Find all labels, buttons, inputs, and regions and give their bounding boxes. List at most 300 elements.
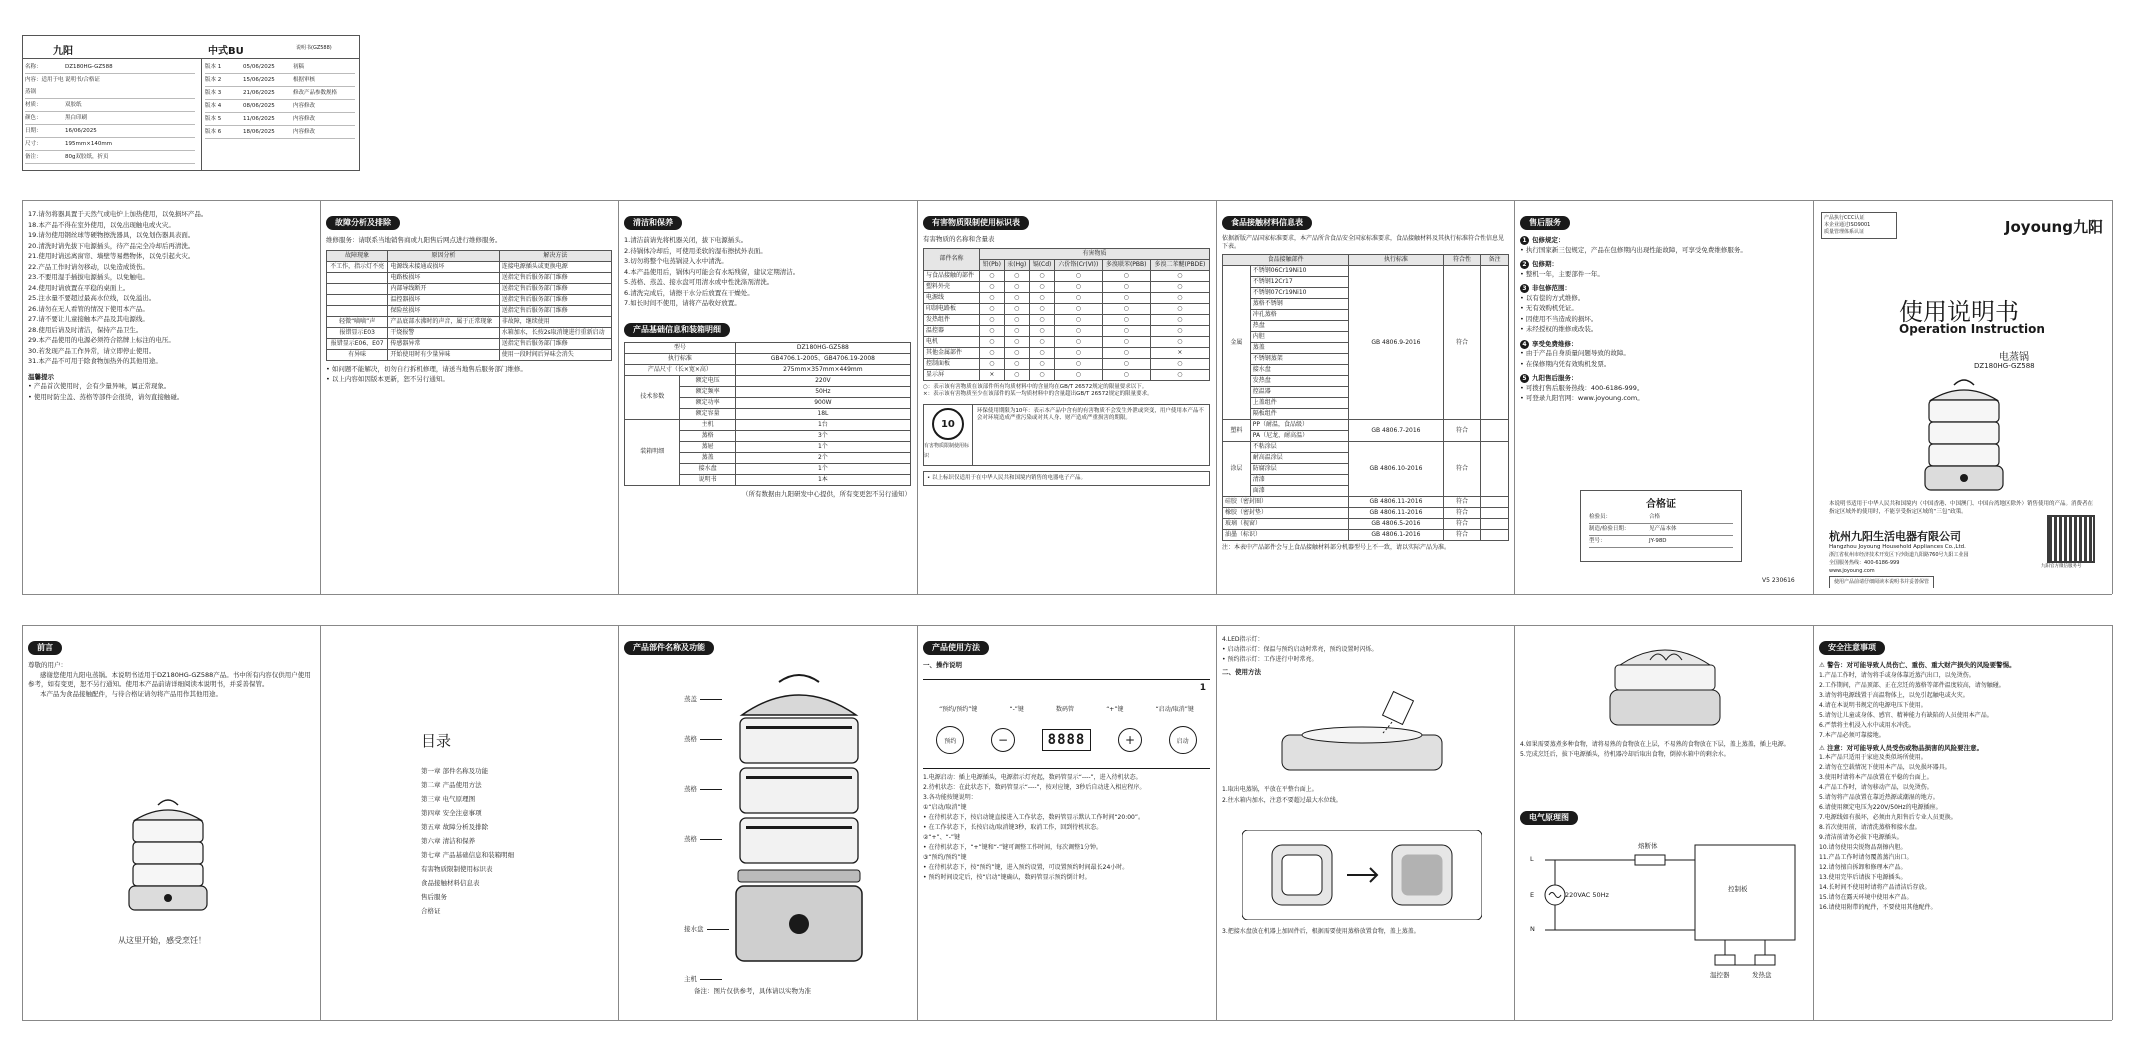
trouble-cell: 水箱加水，长按2s取消键进行重新启动 (499, 327, 611, 338)
hazard-mark: ○ (980, 314, 1004, 325)
usage-key-labels (923, 705, 1210, 715)
led-note: • 启动指示灯：保温与预约启动时常亮，预约设置时闪烁。 (1222, 646, 1378, 653)
spec-key: 执行标准 (625, 353, 736, 364)
part-leader-line (700, 789, 722, 790)
cover-title-en: Operation Instruction (1899, 322, 2045, 336)
service-number-icon: 1 (1520, 236, 1529, 245)
warning-item: 18.本产品不得在室外使用，以免出现触电或火灾。 (28, 220, 175, 229)
circuit-label-fuse: 熔断体 (1638, 842, 1658, 850)
hazard-mark: ○ (1102, 325, 1150, 336)
hazard-row (924, 303, 1210, 314)
material-std: GB 4806.9-2016 (1349, 266, 1443, 420)
service-heading (1520, 340, 1807, 350)
circuit-label-thermo: 温控器 (1710, 971, 1730, 979)
hazard-mark: ○ (1150, 336, 1209, 347)
label-row-value: 黑白印刷 (65, 115, 88, 121)
safety-caution-item: 3.使用时请将本产品放置在平稳的台面上。 (1819, 774, 1933, 781)
hazard-part: 电机 (924, 336, 980, 347)
material-part: 控温器 (1250, 387, 1348, 398)
circuit-label-control: 控制板 (1728, 885, 1748, 893)
qr-code (2047, 515, 2095, 563)
trouble-row (327, 261, 612, 272)
material-part: PA（尼龙，耐高温） (1250, 431, 1348, 442)
warning-item: 20.清洗时请先拔下电源插头，待产品完全冷却后再清洗。 (28, 241, 195, 250)
safety-caution-item: 16.请使用附带的配件，不要使用其他配件。 (1819, 904, 1937, 911)
material-group: 塑料 (1223, 420, 1251, 442)
label-version-row (205, 126, 355, 139)
toc-item: 售后服务 (421, 893, 447, 901)
trouble-row (327, 327, 612, 338)
material-ok: 符合 (1443, 508, 1481, 519)
service-line: • 可登录九阳官网：www.joyoung.com。 (1520, 394, 1644, 402)
hazard-row (924, 325, 1210, 336)
hazard-mark: ○ (1150, 292, 1209, 303)
warning-triangle-icon: ⚠ (1819, 661, 1825, 669)
trouble-notes (326, 365, 612, 385)
spec-value: 50Hz (735, 386, 910, 397)
trouble-cell: 非故障，继续使用 (499, 316, 611, 327)
hazard-head-group: 有害物质 (980, 248, 1210, 259)
hazard-mark: ○ (1030, 292, 1055, 303)
material-part: 不锈钢07Cr19Ni10 (1250, 288, 1348, 299)
hazard-mark: ○ (1004, 303, 1029, 314)
pack-qty: 3个 (735, 430, 910, 441)
part-leader-line (700, 979, 722, 980)
label-row-value: 195mm×140mm (65, 141, 113, 147)
material-remark (1481, 266, 1509, 420)
preface-body: 感谢您使用九阳电蒸锅。本说明书适用于DZ180HG-GZ588产品。书中所有内容仅供用户使用参考，如有变更，恕不另行通知。使用本产品前请详细阅读本说明书，并妥善保管。 (28, 670, 311, 688)
hazard-substance-header: 多溴二苯醚(PBDE) (1150, 259, 1209, 270)
company-hotline: 全国服务热线：400-6186-999 (1829, 560, 1900, 566)
hazard-mark: ○ (1102, 281, 1150, 292)
hazard-subtitle: 有害物质的名称和含量表 (923, 235, 995, 243)
version-note: 内容修改 (293, 129, 316, 135)
service-line: • 可拨打售后服务热线：400-6186-999。 (1520, 383, 1644, 392)
safety-caution-item: 5.请勿将产品放置在靠近热源或潮湿的地方。 (1819, 794, 1939, 801)
hazard-mark: ○ (1030, 270, 1055, 281)
safety-caution-item: 8.首次使用前，请清洗蒸格和接水盘。 (1819, 824, 1921, 831)
hazard-mark: ○ (1055, 314, 1103, 325)
warning-list (28, 210, 314, 367)
hazard-mark: ○ (980, 281, 1004, 292)
material-part: 隔板组件 (1250, 409, 1348, 420)
start-cancel-button[interactable]: 启动 (1169, 726, 1197, 754)
service-number-icon: 3 (1520, 284, 1529, 293)
warning-item: 17.请勿将器具置于天然气或电炉上加热使用，以免损坏产品。 (28, 210, 208, 218)
service-line: • 以有偿的方式维修。 (1520, 293, 1585, 302)
cleaning-item: 6.清洗完成后，请擦干水分后放置在干燥处。 (624, 288, 754, 297)
hazard-mark: ○ (1150, 281, 1209, 292)
brand-logo-en: Joyoung (2004, 218, 2073, 236)
label-brand: 九阳 (53, 46, 73, 57)
cleaning-list (624, 236, 911, 309)
safety-caution-item: 1.本产品只适用于家庭及类似场所使用。 (1819, 754, 1927, 761)
trouble-intro: 维修服务：请联系当地销售商或九阳售后网点进行维修服务。 (326, 236, 502, 244)
certificate-value: JY-98D (1649, 538, 1667, 544)
material-part: 不锈钢12Cr17 (1250, 277, 1348, 288)
spec-key: 型号 (625, 342, 736, 353)
hazard-mark: ○ (1004, 270, 1029, 281)
service-line: • 无有效购机凭证。 (1520, 304, 1578, 312)
section-title-parts: 产品部件名称及功能 (624, 641, 714, 655)
warning-item: 31.本产品不可用于除食物加热外的其他用途。 (28, 357, 162, 365)
label-box (22, 35, 360, 171)
safety-warning-item: 4.请在本说明书规定的电源电压下使用。 (1819, 701, 1927, 709)
toc-item: 合格证 (421, 907, 441, 915)
warning-item: 28.使用后请及时清洁，保持产品卫生。 (28, 325, 143, 334)
usage-key-label: “-”键 (1009, 706, 1024, 713)
safety-caution-heading: 注意：对可能导致人员受伤或物品损害的风险要注意。 (1827, 743, 1984, 752)
hazard-mark: ○ (1030, 358, 1055, 369)
usage-key-label: “+”键 (1106, 706, 1124, 713)
trouble-row (327, 338, 612, 349)
label-row (25, 61, 195, 74)
hazard-note-1: ○：表示该有害物质在该部件所有均质材料中的含量均在GB/T 26572规定的限量要求以下。 (923, 383, 1148, 390)
hazard-mark: ○ (1004, 358, 1029, 369)
notice-item: • 产品首次使用时，会有少量异味，属正常现象。 (28, 382, 171, 390)
qr-caption: 九阳官方微信服务号 (2041, 564, 2082, 569)
spec-key: 额定频率 (680, 386, 735, 397)
env-period-text: 环保使用期限为10年：表示本产品中含有的有害物质不会发生外泄或突变，用户使用本产品不会对环境造成严重污染或对其人身、财产造成严重损害的期限。 (976, 407, 1204, 421)
cover-region-note: 本说明书适用于中华人民共和国境内（中国香港、中国澳门、中国台湾地区除外）销售使用的产品。消费者在指定区域外的使用时，不能享受指定区域的“三包”政策。 (1829, 501, 2094, 515)
trouble-row (327, 272, 612, 283)
material-group: 涂层 (1223, 442, 1251, 497)
usage-key-label: 数码管 (1056, 706, 1075, 713)
safety-caution-list (1819, 753, 2107, 912)
certificate-key: 检验员： (1589, 514, 1612, 520)
safety-caution-item: 2.请勿在空载情况下使用本产品，以免损坏器具。 (1819, 764, 1951, 771)
hazard-mark: ○ (1004, 369, 1029, 380)
toc-item: 第五章 故障分析及排除 (421, 823, 489, 831)
part-leader-line (700, 699, 722, 700)
trouble-row (327, 294, 612, 305)
material-header: 食品接触部件 (1223, 255, 1349, 266)
hazard-substance-header: 铅(Pb) (980, 259, 1004, 270)
version-name: 版本 6 (205, 129, 222, 135)
pack-item: 蒸屉 (680, 441, 735, 452)
hazard-mark: ○ (1055, 347, 1103, 358)
version-note: 根据审核 (293, 77, 316, 83)
material-table (1222, 254, 1509, 541)
usage-step: • 预约时间设定后，按“启动”键确认，数码管显示预约倒计时。 (923, 874, 1091, 881)
certificate-value: 见产品本体 (1649, 526, 1677, 532)
service-line: • 整机一年，主要部件一年。 (1520, 269, 1604, 278)
led-note: 4.LED指示灯： (1222, 636, 1264, 643)
hazard-row (924, 358, 1210, 369)
trouble-cell: 电路板损坏 (388, 272, 499, 283)
trouble-cell: 温控器损坏 (388, 294, 499, 305)
section-title-service: 售后服务 (1520, 216, 1570, 230)
service-line: • 由于产品自身质量问题导致的故障。 (1520, 349, 1630, 357)
hazard-part: 电源线 (924, 292, 980, 303)
preface-caption: 从这里开始，感受烹饪！ (118, 936, 206, 945)
service-heading (1520, 236, 1807, 246)
hazard-head-parts: 部件名称 (924, 248, 980, 270)
notice-item: • 使用时防尘盖、蒸格等部件会很烫，请勿直接触碰。 (28, 392, 184, 401)
part-leader-line (700, 739, 722, 740)
hazard-mark: ○ (1004, 281, 1029, 292)
version-date: 18/06/2025 (243, 129, 275, 135)
material-remark (1481, 519, 1509, 530)
hazard-table (923, 248, 1210, 381)
usage-step: 1.电源启动：插上电源插头，电源指示灯亮起，数码管显示“----”，进入待机状态。 (923, 774, 1142, 781)
hazard-mark: ○ (1004, 336, 1029, 347)
hazard-mark: ○ (1150, 369, 1209, 380)
label-row-key: 备注： (25, 154, 42, 160)
material-part: 耐高温涂层 (1250, 453, 1348, 464)
toc-item: 第二章 产品使用方法 (421, 781, 482, 789)
material-ok: 符合 (1443, 530, 1481, 541)
label-row-value: 双胶纸 (65, 102, 82, 108)
panel-usage-2 (1222, 635, 1509, 1013)
service-heading-text: 非包修范围： (1532, 284, 1571, 292)
label-row (25, 74, 195, 99)
hazard-mark: ○ (1004, 314, 1029, 325)
hazard-mark: ○ (1150, 270, 1209, 281)
trouble-row (327, 283, 612, 294)
trouble-note: • 以上内容如因版本更新，恕不另行通知。 (326, 375, 449, 383)
label-row-value: 说明书/合格证 (65, 77, 100, 83)
trouble-cell: 有异味 (327, 349, 388, 360)
safety-warning-list (1819, 671, 2107, 740)
certificate-value: 合格 (1649, 514, 1661, 520)
hazard-mark: ○ (1102, 347, 1150, 358)
version-date: 11/06/2025 (243, 116, 275, 122)
version-name: 版本 4 (205, 103, 222, 109)
trouble-note: • 如问题不能解决，切勿自行拆机修理，请送当地售后服务部门维修。 (326, 364, 527, 373)
usage-step: • 在待机状态下，按启动键直接进入工作状态，数码管显示默认工作时间“20:00”。 (923, 814, 1144, 821)
section-title-cleaning: 清洁和保养 (624, 216, 682, 230)
material-part: 接水盘 (1250, 365, 1348, 376)
service-line: • 在保修期内凭有效购机发票。 (1520, 359, 1611, 368)
label-row-key: 日期： (25, 128, 42, 134)
spec-value: 900W (735, 397, 910, 408)
material-remark (1481, 530, 1509, 541)
spec-footnote: （所有数据由九阳研发中心提供，所有变更恕不另行通知） (742, 489, 911, 498)
usage-step: • 在待机状态下，按“预约”键，进入预约设置，可设置预约时间最长24小时。 (923, 864, 1129, 871)
usage-key-label: “启动/取消”键 (1155, 706, 1194, 713)
spec-row (625, 364, 911, 375)
spec-value: 220V (735, 375, 910, 386)
hazard-mark: × (980, 369, 1004, 380)
hazard-part: 塑料外壳 (924, 281, 980, 292)
safety-caution-item: 14.长时间不使用时请将产品清洁后存放。 (1819, 884, 1931, 891)
panel-circuit (1520, 635, 1807, 1013)
usage-method-steps-a (1222, 785, 1507, 806)
safety-warning-heading: 警告：对可能导致人员伤亡、重伤、重大财产损失的风险要警惕。 (1827, 661, 2016, 669)
reserve-button[interactable]: 预约 (936, 726, 964, 754)
part-label: 蒸格 (684, 835, 722, 845)
pack-qty: 1台 (735, 419, 910, 430)
safety-warning-item: 1.产品工作时，请勿将手或身体靠近蒸汽出口，以免烫伤。 (1819, 671, 1975, 679)
certificate-box (1580, 490, 1742, 562)
service-number-icon: 4 (1520, 340, 1529, 349)
hazard-mark: ○ (1004, 292, 1029, 303)
safety-warning-item: 5.请勿让儿童或身体、感官、精神能力有缺陷的人员使用本产品。 (1819, 711, 1993, 719)
certificate-row (1589, 524, 1733, 536)
hazard-mark: ○ (980, 358, 1004, 369)
usage-step: ②“+”、“-”键 (923, 834, 961, 841)
spec-key: 额定容量 (680, 408, 735, 419)
material-part: 上盖组件 (1250, 398, 1348, 409)
section-title-material: 食品接触材料信息表 (1222, 216, 1312, 230)
trouble-cell: 报错显示E03 (327, 327, 388, 338)
spec-key: 额定功率 (680, 397, 735, 408)
section-title-preface: 前言 (28, 641, 62, 655)
toc-item: 第六章 清洁和保养 (421, 837, 476, 845)
toc-item: 第一章 部件名称及功能 (421, 767, 489, 775)
preface-greeting: 尊敬的用户： (28, 661, 67, 669)
part-label: 蒸格 (684, 735, 722, 745)
material-header: 执行标准 (1349, 255, 1443, 266)
service-heading (1520, 260, 1807, 270)
pack-item: 主机 (680, 419, 735, 430)
trouble-row (327, 305, 612, 316)
hazard-part: 印制电路板 (924, 303, 980, 314)
usage-step: 3.各功能按键说明： (923, 794, 977, 801)
trouble-cell (327, 283, 388, 294)
hazard-mark: ○ (1030, 336, 1055, 347)
section-title-circuit: 电气原理图 (1520, 811, 1578, 825)
panel-troubleshooting (326, 210, 612, 588)
label-row (25, 138, 195, 151)
material-part: 热盘 (1250, 321, 1348, 332)
hazard-mark: ○ (1004, 347, 1029, 358)
spec-value: 18L (735, 408, 910, 419)
material-part: 不粘涂层 (1250, 442, 1348, 453)
pack-qty: 1本 (735, 474, 910, 485)
material-note: 注：本表中产品部件会与上食品接触材料部分机器型号上不一致，请以实际产品为准。 (1222, 544, 1451, 551)
material-extra-row (1223, 508, 1509, 519)
panel-service (1520, 210, 1807, 588)
pack-qty: 1个 (735, 463, 910, 474)
usage-method-step: 1.取出电蒸锅，平放在平整台面上。 (1222, 786, 1318, 793)
warning-item: 30.若发现产品工作异常，请立即停止使用。 (28, 346, 156, 355)
material-part: 发热盘 (1250, 376, 1348, 387)
label-version-row (205, 87, 355, 100)
hazard-mark: ○ (1102, 336, 1150, 347)
warning-item: 24.使用时请放置在平稳的桌面上。 (28, 283, 130, 292)
trouble-cell: 轻微“嘀嘀”声 (327, 316, 388, 327)
material-part: 不锈钢蒸架 (1250, 354, 1348, 365)
trouble-header: 解决方法 (499, 250, 611, 261)
usage-key-label: “预约/预约”键 (939, 706, 978, 713)
usage-final-steps (1520, 740, 1805, 760)
version-name: 版本 2 (205, 77, 222, 83)
material-part: 玻璃（视窗） (1223, 519, 1349, 530)
warning-item: 27.请不要让儿童接触本产品及其电源线。 (28, 315, 149, 323)
hazard-mark: ○ (1004, 325, 1029, 336)
trouble-cell: 电源线未接通或损坏 (388, 261, 499, 272)
label-version-row (205, 74, 355, 87)
cover-steamer-illustration (1919, 375, 2009, 495)
company-name-cn: 杭州九阳生活电器有限公司 (1829, 530, 1961, 543)
service-heading-text: 包修规定： (1532, 236, 1565, 244)
safety-caution-item: 11.产品工作时请勿覆盖蒸汽出口。 (1819, 854, 1913, 861)
section-title-troubleshooting: 故障分析及排除 (326, 216, 400, 230)
warning-item: 29.本产品使用的电源必须符合铭牌上标注的电压。 (28, 336, 175, 344)
hazard-row (924, 281, 1210, 292)
service-body (1520, 236, 1807, 404)
part-leader-line (707, 929, 729, 930)
label-code-tag: 说明书(GZ588) (296, 45, 332, 51)
pack-item: 蒸盖 (680, 452, 735, 463)
service-line: • 因使用不当造成的损坏。 (1520, 314, 1598, 323)
hazard-substance-header: 多溴联苯(PBB) (1102, 259, 1150, 270)
usage-method-step: 3.把接水盘放在机器上加固件后，根据需要使用蒸格放置食物，盖上蒸盖。 (1222, 928, 1420, 935)
cover-model: DZ180HG-GZ588 (1974, 362, 2035, 370)
service-line: • 执行国家新三包规定，产品在包修期内出现性能故障，可享受免费维修服务。 (1520, 245, 1747, 254)
version-code: V5 230616 (1762, 577, 1795, 584)
pack-row (625, 419, 911, 430)
hazard-row (924, 336, 1210, 347)
certificate-rows (1581, 510, 1741, 550)
material-ok: 符合 (1443, 497, 1481, 508)
hazard-mark: ○ (1055, 336, 1103, 347)
trouble-cell (327, 272, 388, 283)
spec-value: 275mm×357mm×449mm (735, 364, 910, 375)
circuit-label-L: L (1530, 855, 1534, 863)
env-period-logo: 10 (932, 408, 964, 440)
label-version-row (205, 100, 355, 113)
label-row-key: 材质： (25, 102, 42, 108)
minus-button[interactable]: − (991, 728, 1015, 752)
hazard-mark: ○ (980, 325, 1004, 336)
plus-button[interactable]: + (1118, 728, 1142, 752)
certificate-row (1589, 536, 1733, 548)
trouble-cell: 送指定售后服务部门维修 (499, 338, 611, 349)
material-header: 符合性 (1443, 255, 1481, 266)
circuit-label-power: 220VAC 50Hz (1565, 891, 1609, 899)
label-row-key: 颜色： (25, 115, 42, 121)
parts-exploded-illustration (734, 670, 864, 970)
trouble-cell: 产品底部水沸时的声音，属于正常现象 (388, 316, 499, 327)
part-label: 蒸格 (684, 785, 722, 795)
hazard-mark: ○ (980, 303, 1004, 314)
hazard-mark: ○ (1055, 369, 1103, 380)
hazard-substance-header: 六价铬(Cr(VI)) (1055, 259, 1103, 270)
env-logo-caption: 有害物质限制使用标识 (924, 443, 970, 459)
safety-caution-item: 15.请勿在露天环境中使用本产品。 (1819, 894, 1913, 901)
cleaning-item: 1.清洁前请先将机器关闭，拔下电源插头。 (624, 236, 748, 244)
hazard-mark: ○ (1102, 369, 1150, 380)
hazard-part: 温控器 (924, 325, 980, 336)
trouble-cell: 送指定售后服务部门维修 (499, 305, 611, 316)
material-remark (1481, 442, 1509, 497)
panel-parts (624, 635, 911, 1013)
hazard-mark: ○ (1102, 303, 1150, 314)
panel-preface (28, 635, 314, 1013)
hazard-mark: ○ (1055, 303, 1103, 314)
hazard-row (924, 270, 1210, 281)
usage-method-steps-b (1222, 927, 1507, 938)
label-row (25, 125, 195, 138)
material-std: GB 4806.11-2016 (1349, 508, 1443, 519)
hazard-mark: ○ (980, 347, 1004, 358)
material-part: 油墨（标识） (1223, 530, 1349, 541)
spec-row (625, 375, 911, 386)
label-row-value: 16/06/2025 (65, 128, 97, 134)
material-std: GB 4806.11-2016 (1349, 497, 1443, 508)
usage-method-step: 2.往水箱内加水，注意不要超过最大水位线。 (1222, 796, 1342, 804)
usage-steps (923, 773, 1208, 883)
label-version-row (205, 113, 355, 126)
hazard-mark: ○ (980, 336, 1004, 347)
hazard-mark: ○ (1030, 325, 1055, 336)
safety-caution-item: 13.使用完毕后请拔下电源插头。 (1819, 874, 1907, 881)
toc-item: 第四章 安全注意事项 (421, 809, 482, 817)
panel-usage (923, 635, 1210, 1013)
